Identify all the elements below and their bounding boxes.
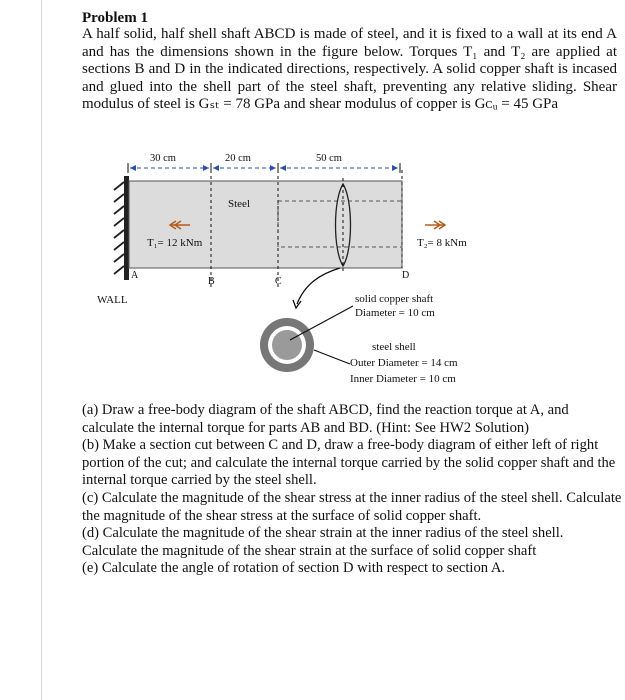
t2-label: T₂= 8 kNm — [417, 237, 467, 249]
question-b: (b) Make a section cut between C and D, draw a free-body diagram of either left of right portion of the cut; and calculate the internal torque carried by the solid copper shaft and the internal torque carried by the steel shell. — [82, 437, 616, 489]
questions-block — [82, 402, 622, 578]
copper-diameter: Diameter = 10 cm — [355, 307, 435, 319]
problem-title: Problem 1 — [82, 10, 148, 26]
copper-core-disc — [272, 330, 302, 360]
dim-cd-label: 50 cm — [316, 153, 342, 164]
wall — [114, 176, 129, 280]
shell-inner-diameter: Inner Diameter = 10 cm — [350, 373, 456, 385]
question-d: (d) Calculate the magnitude of the shear strain at the inner radius of the steel shell. Calculate the magnitude of the shear strain at the surface of solid copper shaft — [82, 525, 564, 559]
dim-ab-label: 30 cm — [150, 153, 176, 164]
shell-title: steel shell — [372, 341, 416, 353]
t2-arrow-icon — [425, 221, 445, 229]
point-c-label: C — [275, 276, 282, 287]
shell-leader-line — [314, 350, 350, 364]
dim-bc-label: 20 cm — [225, 153, 251, 164]
steel-label: Steel — [228, 198, 250, 210]
shell-outer-diameter: Outer Diameter = 14 cm — [350, 357, 458, 369]
question-a: (a) Draw a free-body diagram of the shaft ABCD, find the reaction torque at A, and calculate the internal torque for parts AB and BD. (Hint: See HW2 Solution) — [82, 402, 569, 436]
question-c: (c) Calculate the magnitude of the shear stress at the inner radius of the steel shell. Calculate the magnitude of the shear stress at the surface of solid copper shaft. — [82, 489, 622, 524]
point-a-label: A — [131, 270, 139, 281]
problem-statement: A half solid, half shell shaft ABCD is made of steel, and it is fixed to a wall at its end A and has the dimensions shown in the figure below. Torques T₁ and T₂ are applied at sections B and D in the indicated directions, respectively. A solid copper shaft is incased and glued into the shell part of the steel shaft, preventing any relative sliding. Shear modulus of steel is Gₛₜ = 78 GPa and shear modulus of copper is Gᴄᵤ = 45 GPa — [82, 26, 617, 113]
wall-label: WALL — [97, 294, 128, 306]
dimension-lines — [128, 163, 400, 173]
t1-label: T₁= 12 kNm — [147, 237, 203, 249]
point-d-label: D — [402, 270, 410, 281]
curved-pointer-arrow — [297, 268, 340, 304]
copper-title: solid copper shaft — [355, 293, 434, 305]
question-e: (e) Calculate the angle of rotation of section D with respect to section A. — [82, 560, 506, 577]
point-b-label: B — [208, 276, 215, 287]
